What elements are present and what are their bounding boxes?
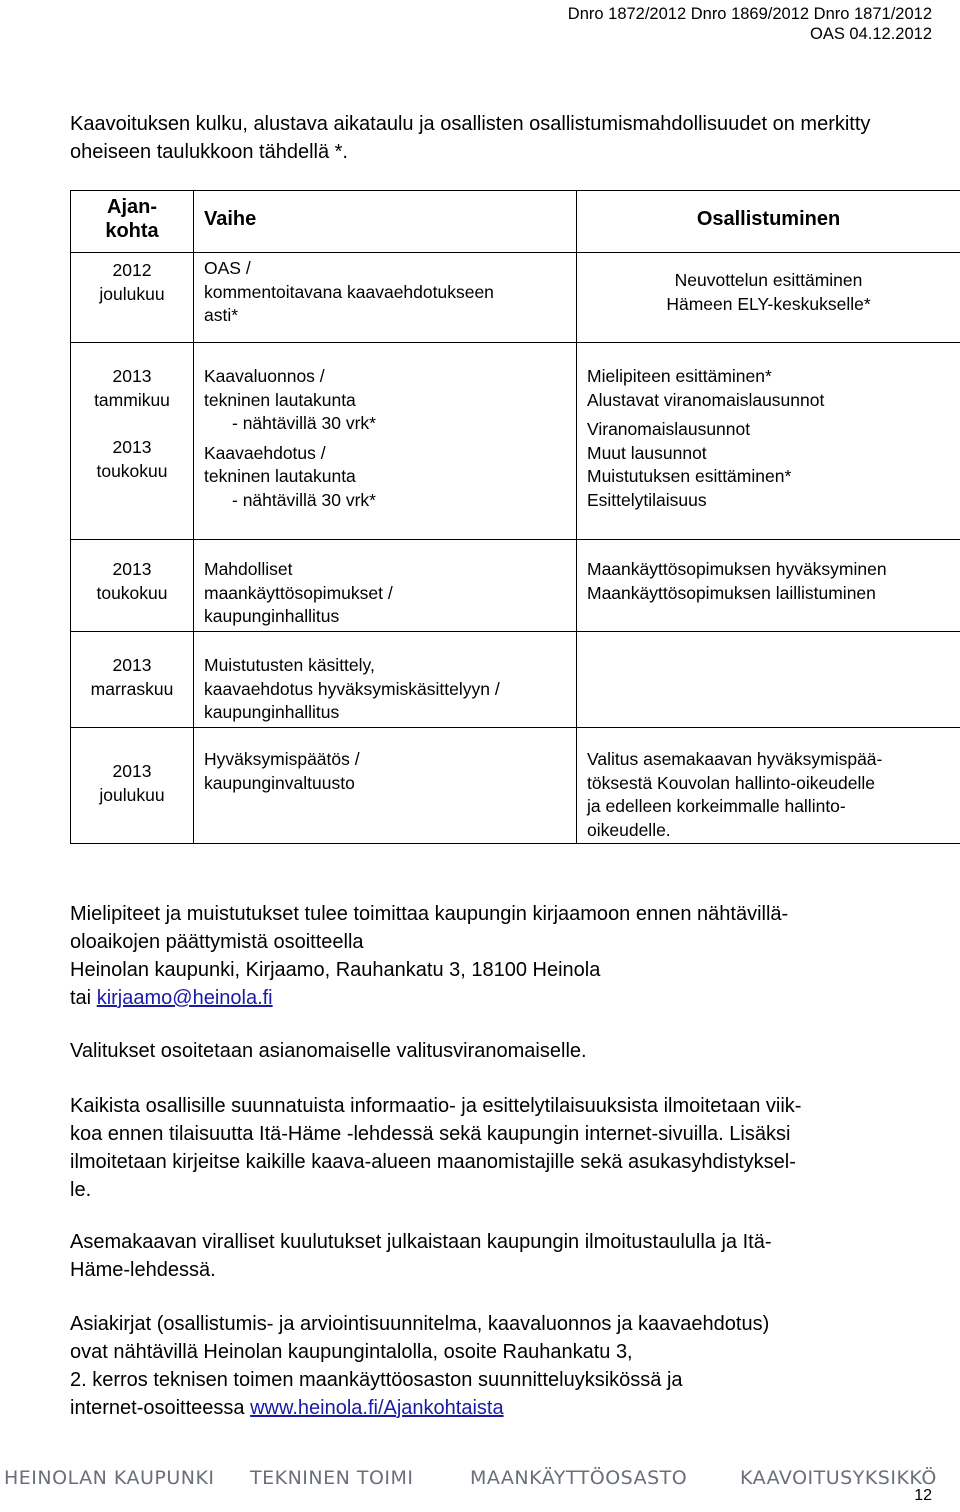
header-phase: Vaihe [194,191,577,253]
announcements-text: Asemakaavan viralliset kuulutukset julkaistaan kaupungin ilmoitustaululla ja Itä- Häme-lehdessä. [70,1231,772,1281]
table-row: 2013 toukokuu Mahdolliset maankäyttösopimukset / kaupunginhallitus Maankäyttösopimuksen hyväksyminen Maankäyttösopimuksen laillistuminen [71,540,960,632]
email-link[interactable]: kirjaamo@heinola.fi [96,987,273,1009]
table-row: 2013 joulukuu Hyväksymispäätös / kaupunginvaltuusto Valitus asemakaavan hyväksymispää- töksestä Kouvolan hallinto-oikeudelle ja edelleen korkeimmalle hallinto- oikeudelle. [71,728,960,844]
documents-text: Asiakirjat (osallistumis- ja arviointisuunnitelma, kaavaluonnos ja kaavaehdotus) ovat nähtävillä Heinolan kaupungintalolla, osoite Rauhankatu 3, 2. kerros teknisen toimen maankäyttöosaston suunnitteluyksikössä ja internet-osoitteessa www.heinola.fi/Ajankohtaista [70,1313,770,1419]
table-row: 2013 tammikuu 2013 toukokuu Kaavaluonnos / tekninen lautakunta - nähtävillä 30 vrk* Kaavaehdotus / tekninen lautakunta - nähtävillä 30 vrk* Mielipiteen esittäminen* Alustavat viranomaislausunnot Viranomaislausunnot Muut lausunnot Muistutuksen esittäminen* Esittelytilaisuus [71,343,960,540]
intro-text: Kaavoituksen kulku, alustava aikataulu ja osallisten osallistumismahdollisuudet on merkitty oheiseen taulukkoon tähdellä *. [70,113,871,163]
header-date: Ajan- kohta [71,191,194,253]
information-events-text: Kaikista osallisille suunnatuista informaatio- ja esittelytilaisuuksista ilmoitetaan viik- koa ennen tilaisuutta Itä-Häme -lehdessä sekä kaupungin internet-sivuilla. Lisäksi ilmoitetaan kirjeitse kaikille kaava-alueen maanomistajille sekä asukasyhdistyksel- le. [70,1095,802,1201]
schedule-table [70,190,960,844]
footer-org-city: HEINOLAN KAUPUNKI [4,1467,215,1489]
reference-numbers: Dnro 1872/2012 Dnro 1869/2012 Dnro 1871/2012 [567,5,932,23]
header-participation: Osallistuminen [577,191,960,253]
footer-organization-bar [0,1463,960,1493]
submission-instructions: Mielipiteet ja muistutukset tulee toimittaa kaupungin kirjaamoon ennen nähtävillä- oloaikojen päättymistä osoitteella Heinolan kaupunki, Kirjaamo, Rauhankatu 3, 18100 Heinola tai kirjaamo@heinola.fi [70,903,789,1009]
footer-org-unit: KAAVOITUSYKSIKKÖ [740,1467,937,1489]
website-link[interactable]: www.heinola.fi/Ajankohtaista [250,1397,504,1419]
appeals-text: Valitukset osoitetaan asianomaiselle valitusviranomaiselle. [70,1040,587,1062]
footer-org-department: TEKNINEN TOIMI [250,1467,414,1489]
page-number: 12 [914,1487,932,1504]
document-reference [372,4,932,44]
table-row: 2013 marraskuu Muistutusten käsittely, kaavaehdotus hyväksymiskäsittelyyn / kaupunginhallitus [71,632,960,728]
table-row: 2012 joulukuu OAS / kommentoitavana kaavaehdotukseen asti* Neuvottelun esittäminen Hämeen ELY-keskukselle* [71,253,960,343]
table-header-row [71,191,960,253]
footer-org-division: MAANKÄYTTÖOSASTO [470,1467,688,1489]
reference-date: OAS 04.12.2012 [809,25,932,43]
